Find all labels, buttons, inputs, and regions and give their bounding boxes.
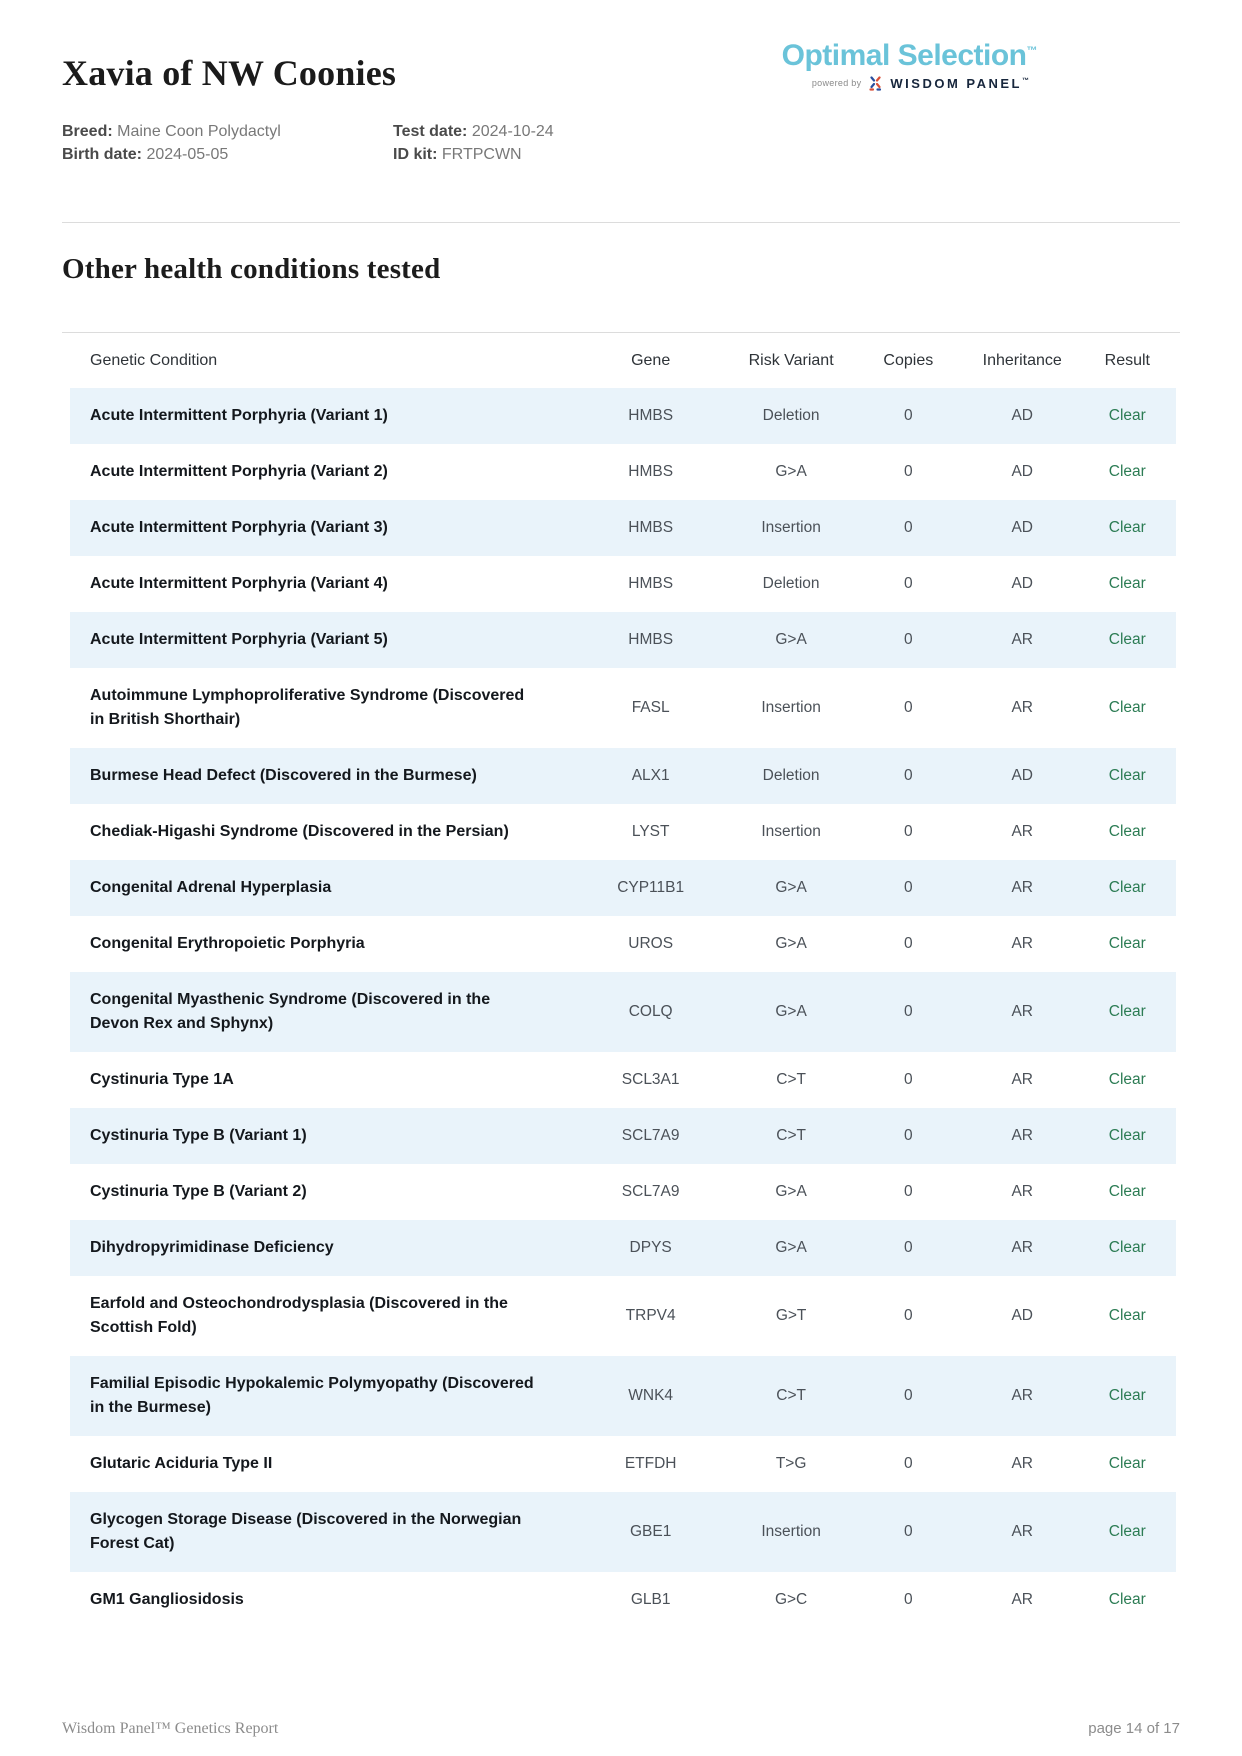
optimal-selection-logo-text: Optimal Selection — [781, 39, 1027, 72]
copies-cell: 0 — [904, 407, 913, 424]
risk-variant-cell: Insertion — [761, 699, 821, 716]
result-cell: Clear — [1108, 631, 1146, 648]
condition-cell: Acute Intermittent Porphyria (Variant 1) — [90, 407, 388, 424]
copies-cell: 0 — [904, 767, 913, 784]
table-row — [70, 1220, 1176, 1276]
table-row — [70, 1276, 1176, 1356]
table-row — [70, 1108, 1176, 1164]
gene-cell: HMBS — [628, 519, 674, 536]
inheritance-cell: AR — [1011, 699, 1034, 716]
result-cell: Clear — [1108, 1071, 1146, 1088]
report-header — [62, 0, 1180, 166]
footer-report-title: Wisdom Panel™ Genetics Report — [62, 1720, 279, 1737]
risk-variant-cell: C>T — [776, 1127, 806, 1144]
risk-variant-cell: T>G — [775, 1455, 807, 1472]
breed-row — [62, 120, 393, 143]
table-row — [70, 1052, 1176, 1108]
condition-cell: Congenital Erythropoietic Porphyria — [90, 935, 365, 952]
gene-cell: HMBS — [628, 575, 674, 592]
result-cell: Clear — [1108, 699, 1146, 716]
risk-variant-cell: Insertion — [761, 823, 821, 840]
gene-cell: GLB1 — [630, 1591, 671, 1608]
gene-cell: CYP11B1 — [617, 879, 685, 896]
table-row — [70, 500, 1176, 556]
conditions-table-container — [62, 332, 1180, 1628]
breed-value: Maine Coon Polydactyl — [117, 123, 281, 140]
copies-cell: 0 — [904, 1307, 913, 1324]
inheritance-cell: AR — [1011, 1183, 1034, 1200]
table-row — [70, 1164, 1176, 1220]
copies-cell: 0 — [904, 1239, 913, 1256]
condition-cell: Congenital Adrenal Hyperplasia — [90, 879, 332, 896]
inheritance-cell: AR — [1011, 1591, 1034, 1608]
gene-cell: HMBS — [628, 407, 674, 424]
gene-cell: ALX1 — [631, 767, 670, 784]
risk-variant-cell: G>T — [775, 1307, 807, 1324]
risk-variant-cell: C>T — [776, 1387, 806, 1404]
inheritance-cell: AR — [1011, 1127, 1034, 1144]
condition-cell: Cystinuria Type 1A — [90, 1071, 234, 1088]
column-header-result: Result — [1104, 351, 1150, 369]
result-cell: Clear — [1108, 407, 1146, 424]
risk-variant-cell: G>A — [775, 631, 807, 648]
header-divider — [62, 222, 1180, 223]
condition-cell: Dihydropyrimidinase Deficiency — [90, 1239, 334, 1256]
risk-variant-cell: Insertion — [761, 519, 821, 536]
inheritance-cell: AD — [1011, 1307, 1034, 1324]
gene-cell: GBE1 — [629, 1523, 672, 1540]
optimal-selection-logo — [782, 40, 1037, 72]
copies-cell: 0 — [904, 519, 913, 536]
inheritance-cell: AD — [1011, 463, 1034, 480]
result-cell: Clear — [1108, 575, 1146, 592]
copies-cell: 0 — [904, 631, 913, 648]
result-cell: Clear — [1108, 1387, 1146, 1404]
risk-variant-cell: Deletion — [762, 575, 820, 592]
result-cell: Clear — [1108, 1455, 1146, 1472]
condition-cell: Chediak-Higashi Syndrome (Discovered in the Persian) — [90, 823, 509, 840]
risk-variant-cell: Deletion — [762, 407, 820, 424]
gene-cell: HMBS — [628, 463, 674, 480]
page-title: Xavia of NW Coonies — [62, 53, 397, 93]
risk-variant-cell: G>A — [775, 1183, 807, 1200]
id-kit-value: FRTPCWN — [441, 146, 522, 163]
birth-date-row — [62, 143, 393, 166]
conditions-table-body — [70, 388, 1176, 1628]
inheritance-cell: AR — [1011, 1003, 1034, 1020]
risk-variant-cell: G>A — [775, 1239, 807, 1256]
copies-cell: 0 — [904, 699, 913, 716]
table-row — [70, 1572, 1176, 1628]
condition-cell: Glycogen Storage Disease (Discovered in the Norwegian Forest Cat) — [90, 1511, 522, 1552]
gene-cell: UROS — [628, 935, 674, 952]
gene-cell: DPYS — [629, 1239, 672, 1256]
copies-cell: 0 — [904, 1387, 913, 1404]
table-row — [70, 388, 1176, 444]
copies-cell: 0 — [904, 879, 913, 896]
footer-page-number: page 14 of 17 — [1088, 1720, 1180, 1737]
copies-cell: 0 — [904, 1127, 913, 1144]
gene-cell: SCL3A1 — [621, 1071, 680, 1088]
copies-cell: 0 — [904, 1455, 913, 1472]
inheritance-cell: AR — [1011, 879, 1034, 896]
condition-cell: Familial Episodic Hypokalemic Polymyopathy (Discovered in the Burmese) — [90, 1375, 534, 1416]
table-row — [70, 972, 1176, 1052]
gene-cell: LYST — [631, 823, 670, 840]
column-header-copies: Copies — [883, 351, 934, 369]
risk-variant-cell: C>T — [776, 1071, 806, 1088]
table-row — [70, 612, 1176, 668]
risk-variant-cell: Insertion — [761, 1523, 821, 1540]
result-cell: Clear — [1108, 1127, 1146, 1144]
column-header-inheritance: Inheritance — [982, 351, 1062, 369]
wisdom-panel-logo — [890, 76, 1029, 91]
condition-cell: Acute Intermittent Porphyria (Variant 3) — [90, 519, 388, 536]
result-cell: Clear — [1108, 935, 1146, 952]
copies-cell: 0 — [904, 935, 913, 952]
gene-cell: SCL7A9 — [621, 1183, 680, 1200]
id-kit-row — [393, 143, 554, 166]
condition-cell: Earfold and Osteochondrodysplasia (Discovered in the Scottish Fold) — [90, 1295, 508, 1336]
copies-cell: 0 — [904, 1523, 913, 1540]
table-row — [70, 1436, 1176, 1492]
result-cell: Clear — [1108, 823, 1146, 840]
copies-cell: 0 — [904, 575, 913, 592]
condition-cell: Acute Intermittent Porphyria (Variant 2) — [90, 463, 388, 480]
inheritance-cell: AR — [1011, 823, 1034, 840]
risk-variant-cell: G>A — [775, 879, 807, 896]
test-date-row — [393, 120, 554, 143]
id-kit-label: ID kit: — [393, 146, 438, 163]
copies-cell: 0 — [904, 1591, 913, 1608]
inheritance-cell: AR — [1011, 631, 1034, 648]
page-footer — [62, 1720, 1180, 1738]
test-date-value: 2024-10-24 — [471, 123, 554, 140]
conditions-table — [70, 333, 1176, 1628]
inheritance-cell: AR — [1011, 1387, 1034, 1404]
test-date-label: Test date: — [393, 123, 468, 140]
gene-cell: WNK4 — [628, 1387, 674, 1404]
inheritance-cell: AD — [1011, 575, 1034, 592]
table-row — [70, 556, 1176, 612]
result-cell: Clear — [1108, 1183, 1146, 1200]
brand-logo — [782, 40, 1037, 91]
risk-variant-cell: G>A — [775, 463, 807, 480]
copies-cell: 0 — [904, 823, 913, 840]
meta-column-left — [62, 120, 393, 166]
powered-by-label: powered by — [811, 78, 862, 88]
copies-cell: 0 — [904, 1183, 913, 1200]
condition-cell: Glutaric Aciduria Type II — [90, 1455, 273, 1472]
column-header-genetic-condition: Genetic Condition — [90, 351, 218, 369]
copies-cell: 0 — [904, 1003, 913, 1020]
table-row — [70, 444, 1176, 500]
meta-column-right — [393, 120, 554, 166]
wisdom-panel-logo-text: WISDOM PANEL — [890, 75, 1022, 91]
inheritance-cell: AR — [1011, 1071, 1034, 1088]
result-cell: Clear — [1108, 463, 1146, 480]
powered-by-row — [782, 76, 1037, 91]
table-row — [70, 804, 1176, 860]
result-cell: Clear — [1108, 1591, 1146, 1608]
result-cell: Clear — [1108, 1307, 1146, 1324]
condition-cell: Acute Intermittent Porphyria (Variant 4) — [90, 575, 388, 592]
gene-cell: SCL7A9 — [621, 1127, 680, 1144]
result-cell: Clear — [1108, 767, 1146, 784]
inheritance-cell: AD — [1011, 767, 1034, 784]
copies-cell: 0 — [904, 1071, 913, 1088]
condition-cell: GM1 Gangliosidosis — [90, 1591, 244, 1608]
result-cell: Clear — [1108, 1523, 1146, 1540]
risk-variant-cell: G>C — [774, 1591, 808, 1608]
inheritance-cell: AR — [1011, 935, 1034, 952]
trademark-symbol: ™ — [1022, 77, 1029, 85]
birth-date-label: Birth date: — [62, 146, 142, 163]
risk-variant-cell: Deletion — [762, 767, 820, 784]
inheritance-cell: AR — [1011, 1523, 1034, 1540]
table-row — [70, 916, 1176, 972]
breed-label: Breed: — [62, 123, 113, 140]
condition-cell: Burmese Head Defect (Discovered in the Burmese) — [90, 767, 477, 784]
risk-variant-cell: G>A — [775, 1003, 807, 1020]
table-row — [70, 1356, 1176, 1436]
trademark-symbol: ™ — [1026, 45, 1037, 57]
wisdom-panel-dna-icon — [868, 76, 883, 91]
column-header-gene: Gene — [631, 351, 671, 369]
condition-cell: Cystinuria Type B (Variant 1) — [90, 1127, 307, 1144]
inheritance-cell: AR — [1011, 1239, 1034, 1256]
condition-cell: Autoimmune Lymphoproliferative Syndrome (Discovered in British Shorthair) — [90, 687, 525, 728]
table-row — [70, 1492, 1176, 1572]
gene-cell: ETFDH — [624, 1455, 677, 1472]
conditions-table-header — [70, 333, 1176, 388]
condition-cell: Acute Intermittent Porphyria (Variant 5) — [90, 631, 388, 648]
table-row — [70, 860, 1176, 916]
result-cell: Clear — [1108, 1239, 1146, 1256]
inheritance-cell: AR — [1011, 1455, 1034, 1472]
inheritance-cell: AD — [1011, 519, 1034, 536]
condition-cell: Cystinuria Type B (Variant 2) — [90, 1183, 307, 1200]
condition-cell: Congenital Myasthenic Syndrome (Discovered in the Devon Rex and Sphynx) — [90, 991, 491, 1032]
gene-cell: COLQ — [628, 1003, 673, 1020]
gene-cell: TRPV4 — [625, 1307, 676, 1324]
result-cell: Clear — [1108, 879, 1146, 896]
pet-meta — [62, 120, 1180, 166]
section-title: Other health conditions tested — [62, 253, 441, 285]
header-row — [70, 333, 1176, 388]
risk-variant-cell: G>A — [775, 935, 807, 952]
copies-cell: 0 — [904, 463, 913, 480]
result-cell: Clear — [1108, 519, 1146, 536]
column-header-risk-variant: Risk Variant — [748, 351, 834, 369]
gene-cell: FASL — [631, 699, 670, 716]
result-cell: Clear — [1108, 1003, 1146, 1020]
table-row — [70, 748, 1176, 804]
gene-cell: HMBS — [628, 631, 674, 648]
inheritance-cell: AD — [1011, 407, 1034, 424]
table-row — [70, 668, 1176, 748]
birth-date-value: 2024-05-05 — [146, 146, 229, 163]
